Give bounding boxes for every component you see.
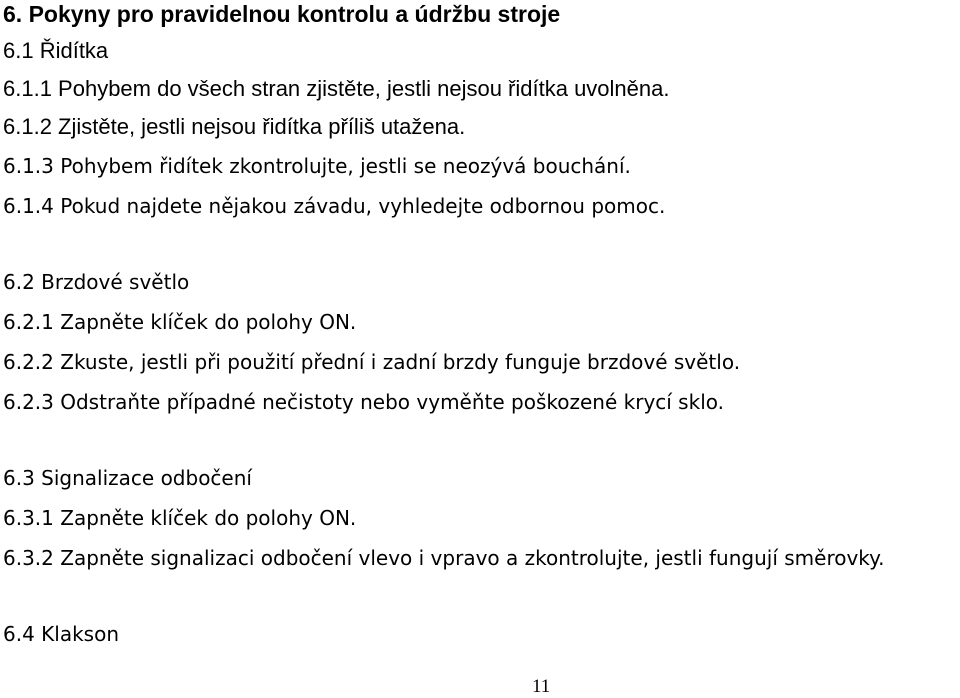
item-6-3-2: 6.3.2 Zapněte signalizaci odbočení vlevo i vpravo a zkontrolujte, jestli fungují směrovky.	[3, 546, 885, 570]
section-heading-6-3: 6.3 Signalizace odbočení	[3, 466, 252, 490]
item-6-1-3: 6.1.3 Pohybem řidítek zkontrolujte, jestli se neozývá bouchání.	[3, 154, 631, 178]
section-heading-6-4: 6.4 Klakson	[3, 622, 120, 646]
item-6-1-2: 6.1.2 Zjistěte, jestli nejsou řidítka příliš utažena.	[3, 114, 466, 139]
item-6-2-3: 6.2.3 Odstraňte případné nečistoty nebo vyměňte poškozené krycí sklo.	[3, 390, 724, 414]
section-heading-6-1: 6.1 Řidítka	[3, 38, 109, 63]
item-6-2-2: 6.2.2 Zkuste, jestli při použití přední i zadní brzdy funguje brzdové světlo.	[3, 350, 741, 374]
item-6-3-1: 6.3.1 Zapněte klíček do polohy ON.	[3, 506, 357, 530]
item-6-2-1: 6.2.1 Zapněte klíček do polohy ON.	[3, 310, 357, 334]
item-6-1-1: 6.1.1 Pohybem do všech stran zjistěte, jestli nejsou řidítka uvolněna.	[3, 76, 670, 101]
item-6-1-4: 6.1.4 Pokud najdete nějakou závadu, vyhledejte odbornou pomoc.	[3, 194, 666, 218]
document-title: 6. Pokyny pro pravidelnou kontrolu a údržbu stroje	[3, 1, 561, 27]
page-number: 11	[532, 676, 551, 697]
section-heading-6-2: 6.2 Brzdové světlo	[3, 270, 190, 294]
